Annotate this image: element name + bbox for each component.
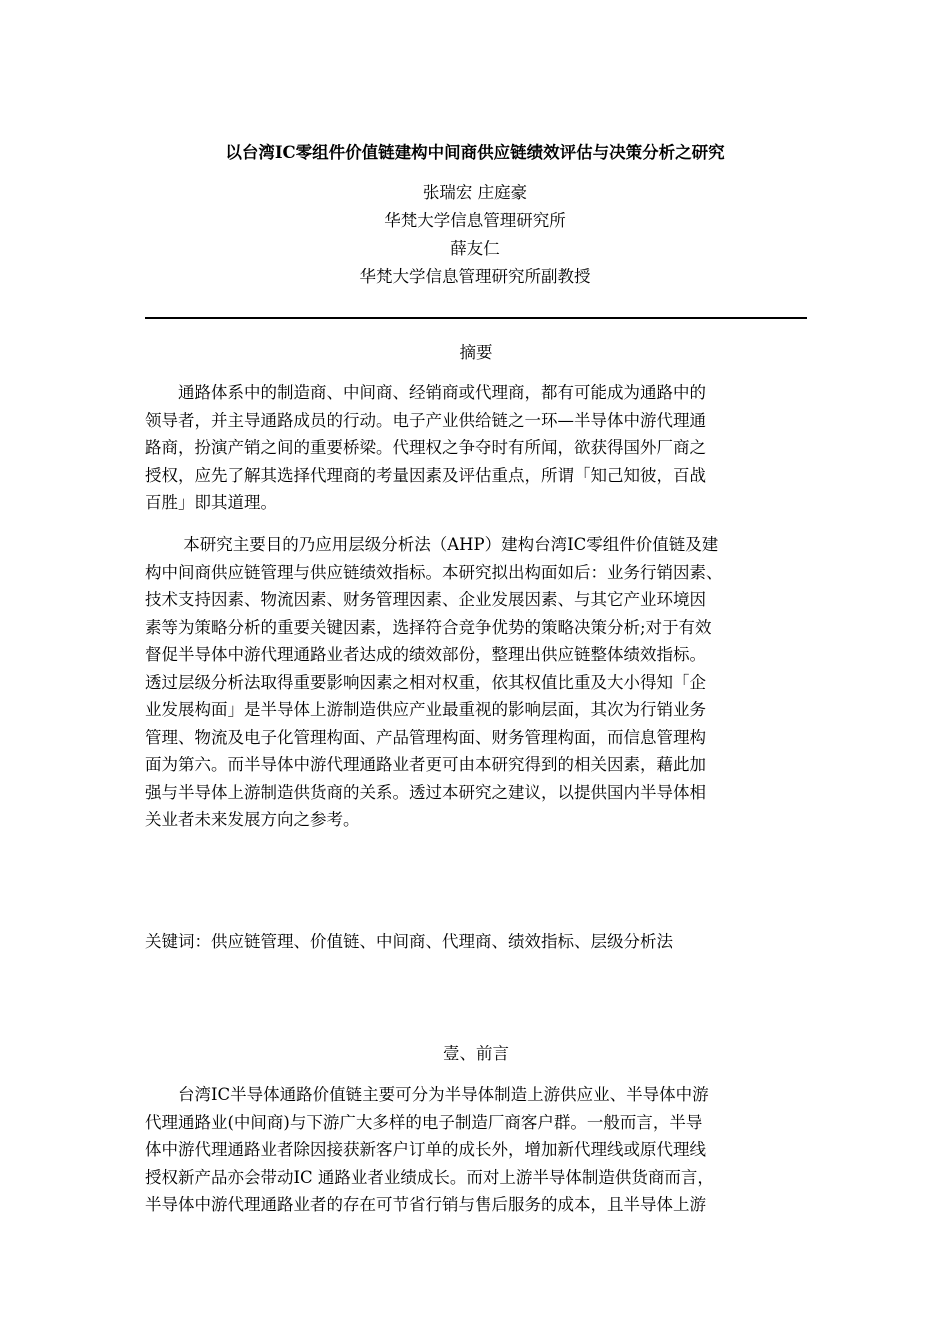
text-line: 透过层级分析法取得重要影响因素之相对权重，依其权值比重及大小得知「企	[145, 672, 706, 692]
header-divider	[145, 317, 807, 319]
text-line: 素等为策略分析的重要关键因素，选择符合竞争优势的策略决策分析;对于有效	[145, 617, 712, 637]
paper-title: 以台湾IC零组件价值链建构中间商供应链绩效评估与决策分析之研究	[225, 143, 725, 162]
advisor-affiliation: 华梵大学信息管理研究所副教授	[359, 267, 591, 286]
advisor-name: 薛友仁	[450, 239, 500, 258]
text-line: 授权新产品亦会带动IC 通路业者业绩成长。而对上游半导体制造供货商而言，	[145, 1167, 714, 1187]
text-line: 业发展构面」是半导体上游制造供应产业最重视的影响层面，其次为行销业务	[145, 700, 706, 719]
abstract-paragraph-2	[145, 531, 805, 834]
text-line: 百胜」即其道理。	[145, 493, 277, 512]
text-line: 半导体中游代理通路业者的存在可节省行销与售后服务的成本，且半导体上游	[145, 1195, 706, 1214]
text-line: 代理通路业(中间商)与下游广大多样的电子制造厂商客户群。一般而言，半导	[145, 1112, 703, 1132]
text-line: 强与半导体上游制造供货商的关系。透过本研究之建议，以提供国内半导体相	[145, 782, 706, 802]
section-1-heading: 壹、前言	[443, 1044, 509, 1063]
text-line: 领导者，并主导通路成员的行动。电子产业供给链之一环—半导体中游代理通	[145, 410, 706, 430]
abstract-paragraph-1	[145, 379, 805, 517]
text-line: 关业者未来发展方向之参考。	[145, 810, 360, 829]
text-line: 管理、物流及电子化管理构面、产品管理构面、财务管理构面，而信息管理构	[145, 727, 706, 747]
abstract-heading: 摘要	[459, 343, 493, 362]
author-names: 张瑞宏 庄庭豪	[422, 183, 528, 202]
text-line: 台湾IC半导体通路价值链主要可分为半导体制造上游供应业、半导体中游	[145, 1085, 709, 1104]
text-line: 督促半导体中游代理通路业者达成的绩效部份，整理出供应链整体绩效指标。	[145, 645, 706, 664]
text-line: 授权，应先了解其选择代理商的考量因素及评估重点，所谓「知己知彼，百战	[145, 465, 706, 485]
author-affiliation: 华梵大学信息管理研究所	[384, 211, 566, 230]
text-line: 构中间商供应链管理与供应链绩效指标。本研究拟出构面如后：业务行销因素、	[145, 562, 723, 582]
section-1-paragraph	[145, 1081, 805, 1219]
keywords: 关键词：供应链管理、价值链、中间商、代理商、绩效指标、层级分析法	[145, 932, 673, 951]
text-line: 体中游代理通路业者除因接获新客户订单的成长外，增加新代理线或原代理线	[145, 1140, 706, 1159]
text-line: 通路体系中的制造商、中间商、经销商或代理商，都有可能成为通路中的	[145, 383, 706, 402]
text-line: 面为第六。而半导体中游代理通路业者更可由本研究得到的相关因素，藉此加	[145, 755, 706, 774]
text-line: 技术支持因素、物流因素、财务管理因素、企业发展因素、与其它产业环境因	[145, 590, 706, 609]
text-line: 路商，扮演产销之间的重要桥梁。代理权之争夺时有所闻，欲获得国外厂商之	[145, 438, 706, 457]
text-line: 本研究主要目的乃应用层级分析法（AHP）建构台湾IC零组件价值链及建	[145, 535, 719, 554]
